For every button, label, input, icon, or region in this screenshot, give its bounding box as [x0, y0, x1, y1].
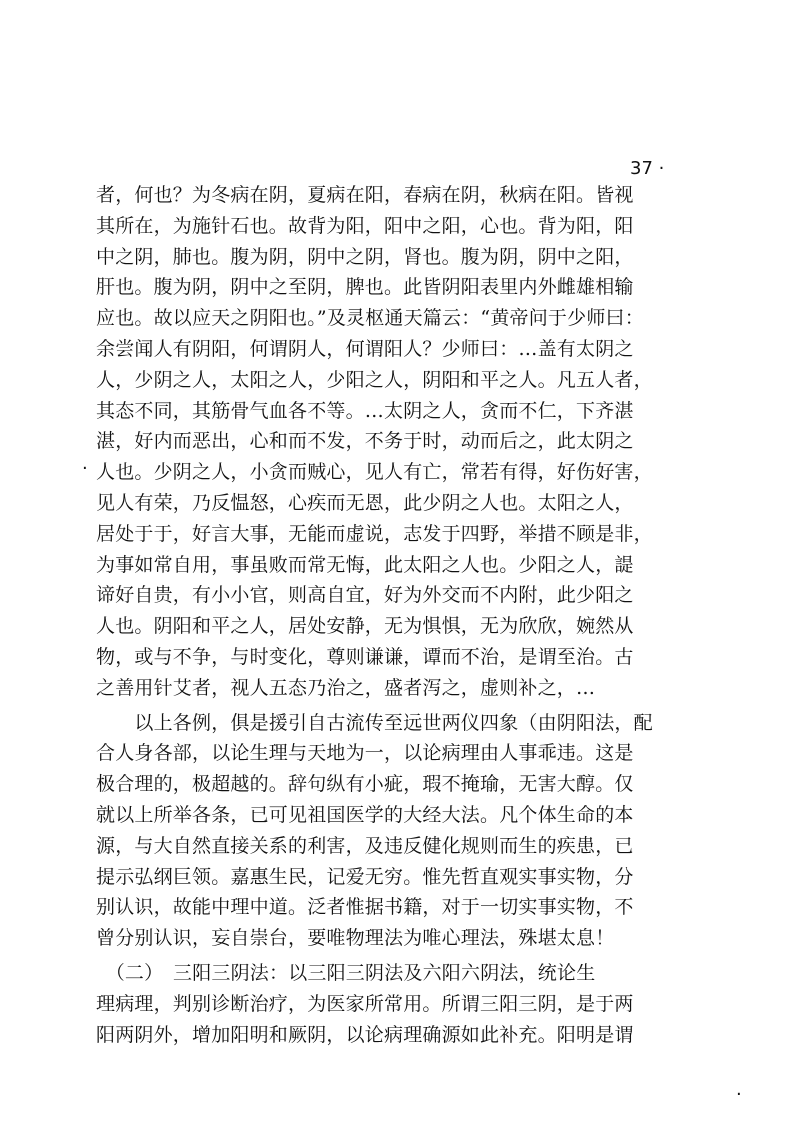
text-line: 余尝闻人有阴阳，何谓阴人，何谓阳人？少师曰：…盖有太阴之	[96, 337, 634, 360]
text-line: 人也。阴阳和平之人，居处安静，无为惧惧，无为欣欣，婉然从	[96, 615, 634, 638]
text-line: 以上各例，俱是援引自古流传至远世两仪四象（由阴阳法，配	[96, 711, 653, 734]
text-line: 理病理，判别诊断治疗，为医家所常用。所谓三阳三阴，是于两	[96, 992, 634, 1015]
page-number: 37 ·	[630, 158, 665, 179]
text-line: 曾分别认识，妄自崇台，要唯物理法为唯心理法，殊堪太息！	[96, 927, 615, 950]
text-line: 就以上所举各条，已可见祖国医学的大经大法。凡个体生命的本	[96, 803, 634, 826]
body-text	[96, 180, 702, 1050]
text-line: 居处于于，好言大事，无能而虚说，志发于四野，举措不顾是非，	[96, 522, 653, 545]
text-line: 见人有荣，乃反愠怒，心疾而无恩，此少阴之人也。太阳之人，	[96, 491, 634, 514]
text-line: 提示弘纲巨领。嘉惠生民，记爱无穷。惟先哲直观实事实物，分	[96, 865, 634, 888]
text-line: 为事如常自用，事虽败而常无悔，此太阳之人也。少阳之人，諟	[96, 553, 634, 576]
margin-mark: ·	[736, 1084, 742, 1105]
text-line: 应也。故以应天之阴阳也。”及灵枢通天篇云：“黄帝问于少师曰：	[96, 307, 644, 330]
text-line: 其所在，为施针石也。故背为阳，阳中之阳，心也。背为阳，阳	[96, 214, 634, 237]
text-line: 源，与大自然直接关系的利害，及违反健化规则而生的疾患，已	[96, 834, 634, 857]
text-line: 谛好自贵，有小小官，则高自宜，好为外交而不内附，此少阳之	[96, 584, 634, 607]
text-line: （二） 三阳三阴法：以三阳三阴法及六阳六阴法，统论生	[96, 961, 596, 984]
text-line: 湛，好内而恶出，心和而不发，不务于时，动而后之，此太阴之	[96, 430, 634, 453]
text-line: 人也。少阴之人，小贪而贼心，见人有亡，常若有得，好伤好害，	[96, 461, 653, 484]
text-line: 肝也。腹为阴，阴中之至阴，脾也。此皆阴阳表里内外雌雄相输	[96, 276, 634, 299]
margin-mark: ·	[82, 458, 88, 479]
text-line: 合人身各部，以论生理与天地为一，以论病理由人事乖违。这是	[96, 742, 634, 765]
text-line: 别认识，故能中理中道。泛者惟据书籍，对于一切实事实物，不	[96, 896, 634, 919]
text-line: 物，或与不争，与时变化，尊则谦谦，谭而不治，是谓至治。古	[96, 645, 634, 668]
text-line: 人，少阴之人，太阳之人，少阳之人，阴阳和平之人。凡五人者，	[96, 368, 653, 391]
text-line: 阳两阴外，增加阳明和厥阴，以论病理确源如此补充。阳明是谓	[96, 1023, 634, 1046]
text-line: 中之阴，肺也。腹为阴，阴中之阴，肾也。腹为阴，阴中之阳，	[96, 245, 634, 268]
text-line: 之善用针艾者，视人五态乃治之，盛者泻之，虚则补之，…	[96, 676, 596, 699]
text-line: 其态不同，其筋骨气血各不等。…太阴之人，贪而不仁，下齐湛	[96, 399, 634, 422]
text-line: 极合理的，极超越的。辞句纵有小疵，瑕不掩瑜，无害大醇。仅	[96, 773, 634, 796]
text-line: 者，何也？为冬病在阴，夏病在阳，春病在阴，秋病在阳。皆视	[96, 184, 634, 206]
